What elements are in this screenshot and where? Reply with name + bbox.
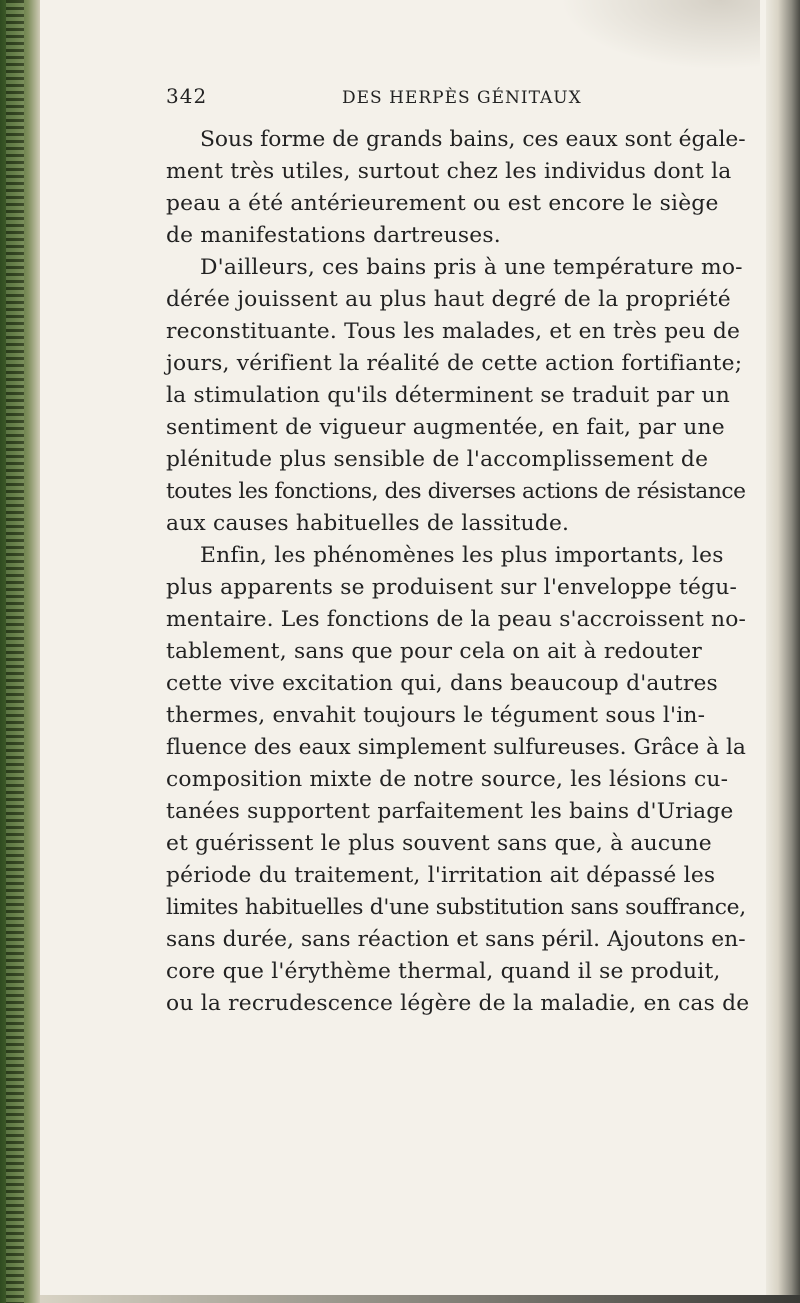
text-line: cette vive excitation qui, dans beaucoup d'autres bbox=[166, 671, 718, 696]
text-line: sentiment de vigueur augmentée, en fait, par une bbox=[166, 415, 725, 440]
book-gutter-left bbox=[0, 0, 40, 1303]
text-line: jours, vérifient la réalité de cette action fortifiante; bbox=[166, 351, 743, 376]
text-line: core que l'érythème thermal, quand il se produit, bbox=[166, 959, 721, 984]
text-line: D'ailleurs, ces bains pris à une température mo- bbox=[200, 255, 743, 280]
text-line: toutes les fonctions, des diverses actions de résistance bbox=[166, 479, 746, 504]
text-line: de manifestations dartreuses. bbox=[166, 223, 501, 248]
text-line: dérée jouissent au plus haut degré de la propriété bbox=[166, 287, 731, 312]
text-line: plénitude plus sensible de l'accomplissement de bbox=[166, 447, 709, 472]
page-edge-bottom bbox=[40, 1295, 800, 1303]
text-line: aux causes habituelles de lassitude. bbox=[166, 511, 570, 536]
page-edge-right bbox=[766, 0, 800, 1303]
text-line: fluence des eaux simplement sulfureuses. Grâce à la bbox=[166, 735, 746, 760]
text-line: Sous forme de grands bains, ces eaux sont égale- bbox=[200, 127, 746, 152]
text-line: mentaire. Les fonctions de la peau s'accroissent no- bbox=[166, 607, 746, 632]
text-line: ou la recrudescence légère de la maladie, en cas de bbox=[166, 991, 750, 1016]
text-line: ment très utiles, surtout chez les individus dont la bbox=[166, 159, 732, 184]
body-text bbox=[166, 124, 750, 1020]
text-line: période du traitement, l'irritation ait dépassé les bbox=[166, 863, 716, 888]
text-line: tablement, sans que pour cela on ait à redouter bbox=[166, 639, 702, 664]
page-shadow bbox=[560, 0, 760, 70]
text-line: plus apparents se produisent sur l'enveloppe tégu- bbox=[166, 575, 738, 600]
running-title: DES HERPÈS GÉNITAUX bbox=[342, 88, 582, 108]
text-line: sans durée, sans réaction et sans péril. Ajoutons en- bbox=[166, 927, 746, 952]
text-line: la stimulation qu'ils déterminent se traduit par un bbox=[166, 383, 730, 408]
text-line: composition mixte de notre source, les lésions cu- bbox=[166, 767, 729, 792]
text-line: thermes, envahit toujours le tégument sous l'in- bbox=[166, 703, 706, 728]
text-line: limites habituelles d'une substitution sans souffrance, bbox=[166, 895, 746, 920]
text-line: reconstituante. Tous les malades, et en très peu de bbox=[166, 319, 741, 344]
text-line: peau a été antérieurement ou est encore le siège bbox=[166, 191, 719, 216]
text-line: Enfin, les phénomènes les plus importants, les bbox=[200, 543, 724, 568]
page-number: 342 bbox=[166, 84, 208, 108]
text-line: tanées supportent parfaitement les bains d'Uriage bbox=[166, 799, 734, 824]
text-line: et guérissent le plus souvent sans que, à aucune bbox=[166, 831, 712, 856]
